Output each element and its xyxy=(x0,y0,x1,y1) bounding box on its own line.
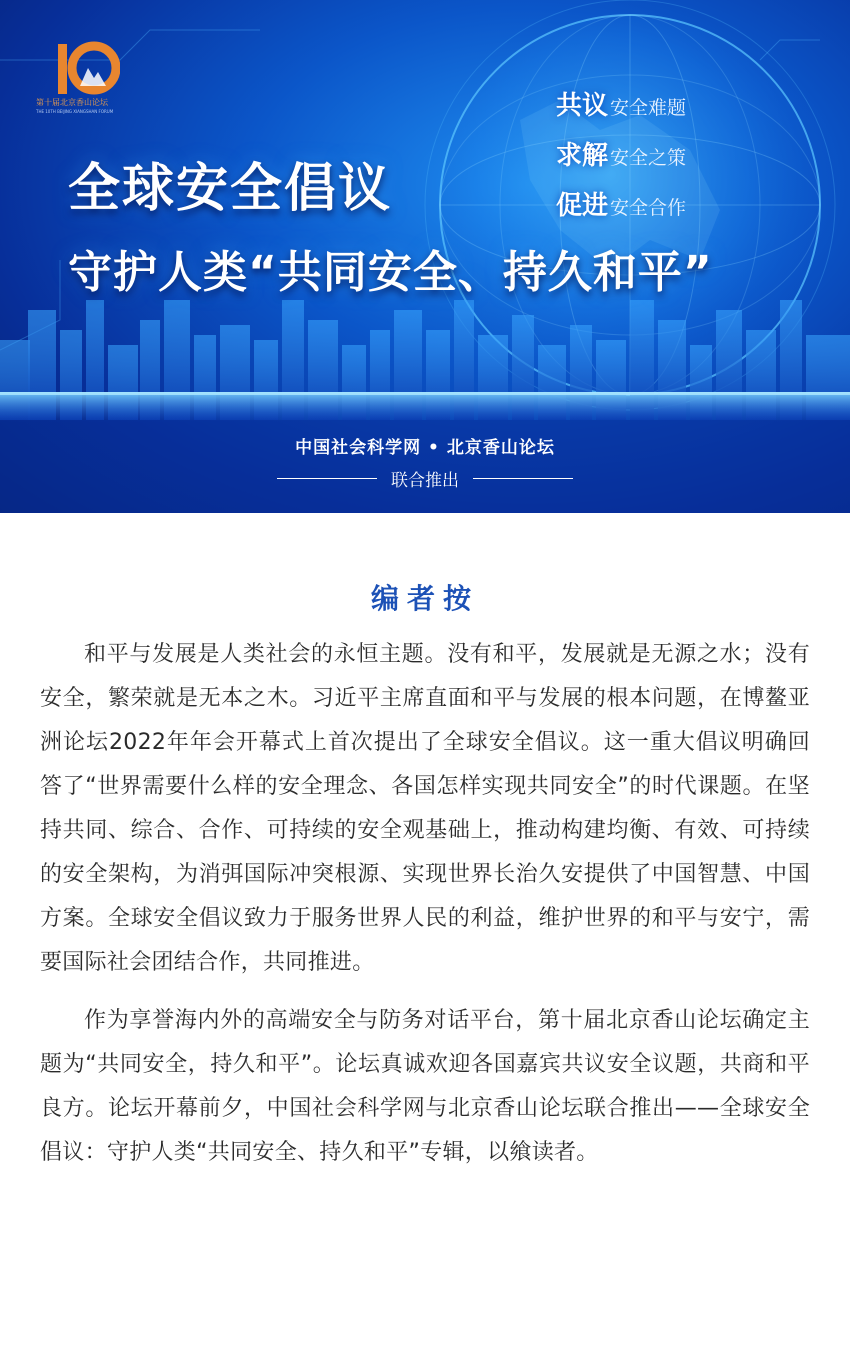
hero-banner xyxy=(0,0,850,513)
divider-left xyxy=(277,478,377,479)
divider-right xyxy=(473,478,573,479)
joint-label: 联合推出 xyxy=(391,471,459,491)
slogan-text: 安全难题 xyxy=(610,97,687,119)
article-body xyxy=(0,513,850,1175)
article-paragraph: 作为享誉海内外的高端安全与防务对话平台，第十届北京香山论坛确定主题为“共同安全，持久和平”。论坛真诚欢迎各国嘉宾共议安全议题，共商和平良方。论坛开幕前夕，中国社会科学网与北京香山论坛联合推出——全球安全倡议：守护人类“共同安全、持久和平”专辑，以飨读者。 xyxy=(40,1008,810,1165)
slogan-text: 安全合作 xyxy=(610,197,687,219)
banner-title: 全球安全倡议 xyxy=(68,159,393,219)
presenters: 中国社会科学网 • 北京香山论坛 xyxy=(295,438,555,458)
logo-caption: 第十届北京香山论坛 xyxy=(36,98,108,107)
slogan-list xyxy=(556,88,686,238)
logo-subcaption: THE 10TH BEIJING XIANGSHAN FORUM xyxy=(36,109,114,114)
slogan-key: 共议 xyxy=(556,91,609,121)
banner-subtitle: 守护人类“共同安全、持久和平” xyxy=(68,247,713,298)
slogan-item xyxy=(556,138,686,188)
slogan-item xyxy=(556,88,686,138)
slogan-key: 求解 xyxy=(556,141,609,171)
joint-release xyxy=(0,466,850,491)
slogan-text: 安全之策 xyxy=(610,147,687,169)
slogan-item xyxy=(556,188,686,238)
article-paragraph: 和平与发展是人类社会的永恒主题。没有和平，发展就是无源之水；没有安全，繁荣就是无本之木。习近平主席直面和平与发展的根本问题，在博鳌亚洲论坛2022年年会开幕式上首次提出了全球安全倡议。这一重大倡议明确回答了“世界需要什么样的安全理念、各国怎样实现共同安全”的时代课题。在坚持共同、综合、合作、可持续的安全观基础上，推动构建均衡、有效、可持续的安全架构，为消弭国际冲突根源、实现世界长治久安提供了中国智慧、中国方案。全球安全倡议致力于服务世界人民的利益，维护世界的和平与安宁，需要国际社会团结合作，共同推进。 xyxy=(40,642,810,975)
editor-note-heading: 编者按 xyxy=(370,582,479,615)
slogan-key: 促进 xyxy=(556,191,609,221)
